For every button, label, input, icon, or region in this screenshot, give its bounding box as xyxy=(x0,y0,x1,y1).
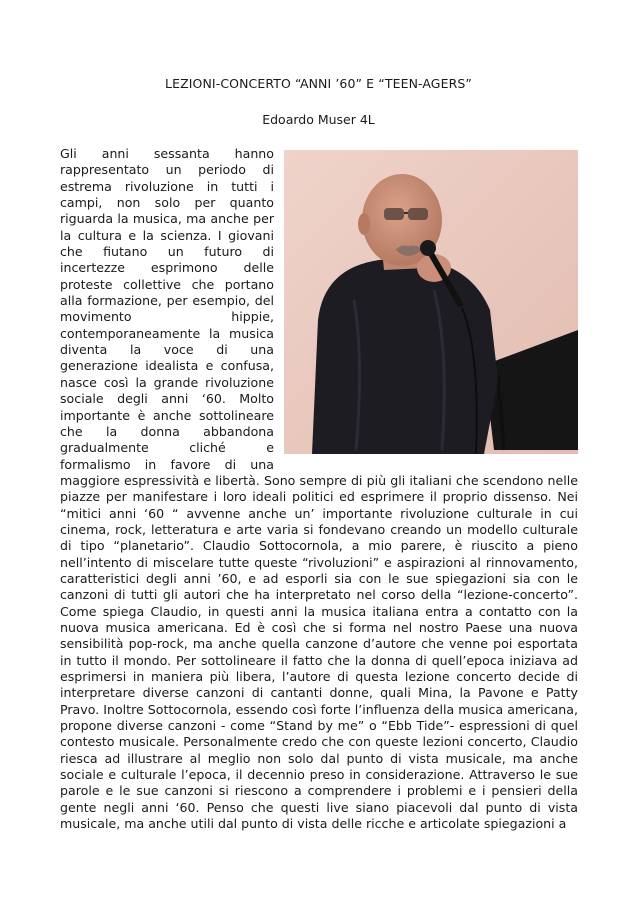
document-title: LEZIONI-CONCERTO “ANNI ’60” E “TEEN-AGERS” xyxy=(165,76,472,91)
shirt xyxy=(312,258,498,454)
article-text: Gli anni sessanta hanno rappresentato un periodo di estrema rivoluzione in tutti i campi, non solo per quanto riguarda la musica, ma anche per la cultura e la scienza. I giovani che fiutano un futuro di incertezze esprimono delle proteste collettive che portano alla formazione, per esempio, del movimento hippie, contemporaneamente la musica diventa la voce di una generazione idealista e confusa, nasce così la grande rivoluzione sociale degli anni ‘60. Molto importante è anche sottolineare che la donna abbandona gradualmente cliché e formalismo in favore di una maggiore espressività e libertà. Sono sempre di più gli italiani che scendono nelle piazze per manifestare i loro ideali politici ed esprimere il proprio dissenso. Nei “mitici anni ‘60 “ avvenne anche un’ importante rivoluzione culturale in cui cinema, rock, letteratura e arte varia si fondevano creando un modello culturale di tipo “planetario”. Claudio Sottocornola, a mio parere, è riuscito a pieno nell’intento di miscelare tutte queste “rivoluzioni” e aspirazioni al rinnovamento, caratteristici degli anni ’60, e ad esporli sia con le sue spiegazioni sia con le canzoni di tutti gli autori che ha interpretato nel corso della “lezione-concerto”. Come spiega Claudio, in questi anni la musica italiana entra a contatto con la nuova musica americana. Ed è così che si forma nel nostro Paese una nuova sensibilità pop-rock, ma anche quella canzone d’autore che venne poi esportata in tutto il mondo. Per sottolineare il fatto che la donna di quell’epoca iniziava ad esprimersi in maniera più libera, l’autore di questa lezione concerto decide di interpretare diverse canzoni di cantanti donne, quali Mina, la Pavone e Patty Pravo. Inoltre Sottocornola, essendo così forte l’influenza della musica americana, propone diverse canzoni - come “Stand by me” o “Ebb Tide”- espressioni di quel contesto musicale. Personalmente credo che con queste lezioni concerto, Claudio riesca ad illustrare al meglio non solo dal punto di vista musicale, ma anche sociale e culturale l’epoca, il decennio preso in considerazione. Attraverso le sue parole e le sue canzoni si riescono a comprendere i problemi e i pensieri della gente negli anni ‘60. Penso che questi live siano piacevoli dal punto di vista musicale, ma anche utili dal punto di vista delle ricche e articolate spiegazioni a xyxy=(60,146,578,832)
article-body xyxy=(60,146,578,832)
glasses xyxy=(384,208,404,220)
singer-photo xyxy=(284,150,578,454)
document-author: Edoardo Muser 4L xyxy=(262,112,375,127)
singer-photo-image xyxy=(284,150,578,454)
